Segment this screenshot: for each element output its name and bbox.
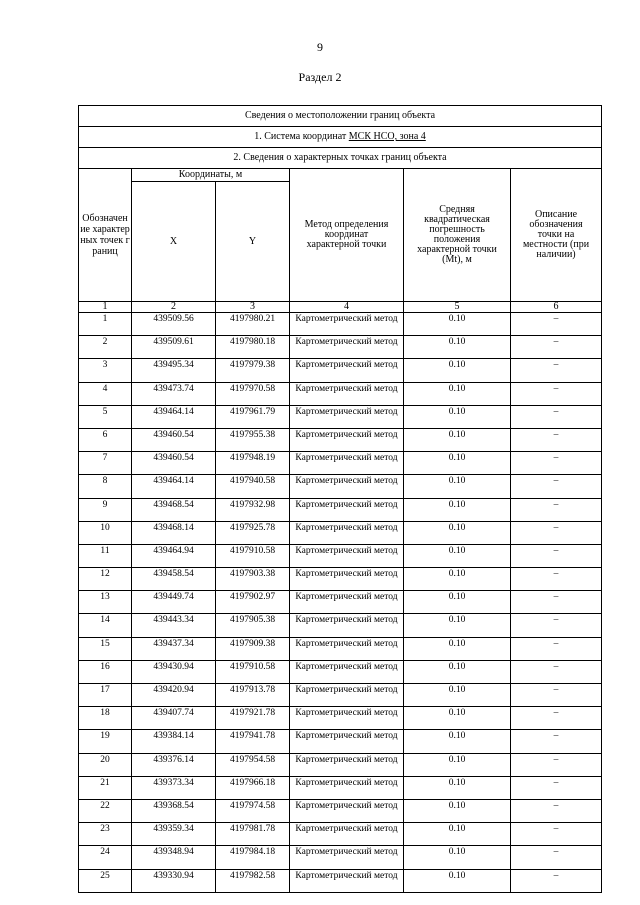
cell-method: Картометрический метод [290,313,404,336]
table-row [79,869,602,892]
cell-x: 439449.74 [132,591,216,614]
header-point-designation-text: Обозначение характерных точек границ [80,213,130,257]
cell-x: 439464.14 [132,475,216,498]
cell-point-number: 5 [79,405,132,428]
cell-method: Картометрический метод [290,544,404,567]
cell-point-number: 12 [79,568,132,591]
cell-description: – [511,475,602,498]
cell-description: – [511,637,602,660]
cell-description: – [511,452,602,475]
cell-y: 4197902.97 [216,591,290,614]
table-row [79,336,602,359]
table-row [79,614,602,637]
coordinate-system-prefix: 1. Система координат [254,131,347,142]
cell-point-number: 13 [79,591,132,614]
cell-y: 4197903.38 [216,568,290,591]
header-point-designation [79,169,132,302]
cell-point-number: 21 [79,776,132,799]
table-row [79,521,602,544]
cell-accuracy: 0.10 [404,428,511,451]
cell-method: Картометрический метод [290,568,404,591]
cell-accuracy: 0.10 [404,776,511,799]
cell-point-number: 20 [79,753,132,776]
cell-x: 439420.94 [132,684,216,707]
cell-method: Картометрический метод [290,382,404,405]
table-row [79,359,602,382]
cell-point-number: 8 [79,475,132,498]
cell-accuracy: 0.10 [404,336,511,359]
cell-point-number: 17 [79,684,132,707]
table-row [79,730,602,753]
cell-x: 439468.14 [132,521,216,544]
cell-description: – [511,405,602,428]
cell-x: 439460.54 [132,452,216,475]
header-coordinates: Координаты, м [132,169,290,182]
cell-x: 439509.61 [132,336,216,359]
table-row [79,498,602,521]
cell-y: 4197921.78 [216,707,290,730]
coordinate-system [79,127,602,148]
cell-accuracy: 0.10 [404,591,511,614]
table-row [79,753,602,776]
column-number: 3 [216,302,290,313]
cell-x: 439464.14 [132,405,216,428]
cell-point-number: 6 [79,428,132,451]
header-accuracy-text: Средняя квадратическая погрешность положения характерной точки (Mt), м [417,204,497,265]
cell-y: 4197961.79 [216,405,290,428]
table-row [79,544,602,567]
cell-accuracy: 0.10 [404,707,511,730]
cell-x: 439437.34 [132,637,216,660]
header-description [511,169,602,302]
cell-description: – [511,707,602,730]
cell-x: 439348.94 [132,846,216,869]
table-row [79,405,602,428]
cell-accuracy: 0.10 [404,823,511,846]
cell-method: Картометрический метод [290,614,404,637]
cell-accuracy: 0.10 [404,684,511,707]
cell-x: 439495.34 [132,359,216,382]
cell-description: – [511,521,602,544]
cell-y: 4197984.18 [216,846,290,869]
cell-description: – [511,614,602,637]
cell-point-number: 3 [79,359,132,382]
cell-accuracy: 0.10 [404,730,511,753]
cell-point-number: 16 [79,660,132,683]
cell-x: 439468.54 [132,498,216,521]
cell-method: Картометрический метод [290,869,404,892]
table-row [79,568,602,591]
table-row [79,660,602,683]
cell-y: 4197941.78 [216,730,290,753]
cell-method: Картометрический метод [290,475,404,498]
cell-x: 439384.14 [132,730,216,753]
cell-method: Картометрический метод [290,336,404,359]
cell-description: – [511,753,602,776]
cell-description: – [511,730,602,753]
cell-x: 439460.54 [132,428,216,451]
cell-description: – [511,846,602,869]
cell-method: Картометрический метод [290,637,404,660]
header-accuracy [404,169,511,302]
cell-method: Картометрический метод [290,405,404,428]
cell-y: 4197982.58 [216,869,290,892]
cell-x: 439330.94 [132,869,216,892]
cell-x: 439376.14 [132,753,216,776]
cell-y: 4197955.38 [216,428,290,451]
cell-description: – [511,684,602,707]
cell-point-number: 2 [79,336,132,359]
cell-y: 4197981.78 [216,823,290,846]
cell-method: Картометрический метод [290,684,404,707]
table-subtitle: 2. Сведения о характерных точках границ объекта [79,148,602,169]
cell-accuracy: 0.10 [404,359,511,382]
cell-x: 439458.54 [132,568,216,591]
cell-y: 4197980.21 [216,313,290,336]
table-row [79,823,602,846]
cell-x: 439407.74 [132,707,216,730]
cell-method: Картометрический метод [290,753,404,776]
cell-point-number: 11 [79,544,132,567]
cell-x: 439373.34 [132,776,216,799]
cell-method: Картометрический метод [290,846,404,869]
cell-method: Картометрический метод [290,707,404,730]
cell-method: Картометрический метод [290,498,404,521]
cell-accuracy: 0.10 [404,544,511,567]
cell-description: – [511,869,602,892]
cell-point-number: 7 [79,452,132,475]
cell-y: 4197974.58 [216,799,290,822]
table-row [79,428,602,451]
cell-accuracy: 0.10 [404,846,511,869]
table-row [79,846,602,869]
cell-point-number: 1 [79,313,132,336]
cell-description: – [511,776,602,799]
table-row [79,637,602,660]
cell-description: – [511,823,602,846]
table-row [79,684,602,707]
column-number: 5 [404,302,511,313]
table-row [79,591,602,614]
cell-y: 4197905.38 [216,614,290,637]
cell-accuracy: 0.10 [404,614,511,637]
cell-accuracy: 0.10 [404,475,511,498]
cell-y: 4197932.98 [216,498,290,521]
cell-description: – [511,359,602,382]
cell-y: 4197925.78 [216,521,290,544]
page-number: 9 [317,40,323,54]
cell-y: 4197909.38 [216,637,290,660]
cell-method: Картометрический метод [290,660,404,683]
header-x: X [132,182,216,302]
cell-y: 4197979.38 [216,359,290,382]
cell-accuracy: 0.10 [404,799,511,822]
table-row [79,475,602,498]
cell-point-number: 23 [79,823,132,846]
cell-description: – [511,498,602,521]
cell-x: 439473.74 [132,382,216,405]
table-title: Сведения о местоположении границ объекта [79,106,602,127]
cell-point-number: 9 [79,498,132,521]
cell-accuracy: 0.10 [404,568,511,591]
cell-accuracy: 0.10 [404,382,511,405]
cell-accuracy: 0.10 [404,452,511,475]
cell-description: – [511,591,602,614]
cell-y: 4197966.18 [216,776,290,799]
cell-accuracy: 0.10 [404,637,511,660]
cell-description: – [511,799,602,822]
table-row [79,382,602,405]
table-row [79,707,602,730]
cell-y: 4197910.58 [216,660,290,683]
cell-accuracy: 0.10 [404,498,511,521]
column-number: 2 [132,302,216,313]
cell-description: – [511,336,602,359]
cell-point-number: 19 [79,730,132,753]
cell-y: 4197970.58 [216,382,290,405]
cell-accuracy: 0.10 [404,521,511,544]
cell-point-number: 22 [79,799,132,822]
cell-y: 4197948.19 [216,452,290,475]
cell-method: Картометрический метод [290,730,404,753]
cell-accuracy: 0.10 [404,660,511,683]
cell-accuracy: 0.10 [404,313,511,336]
column-number: 1 [79,302,132,313]
cell-point-number: 4 [79,382,132,405]
cell-method: Картометрический метод [290,359,404,382]
cell-description: – [511,428,602,451]
coordinate-system-name: МСК НСО, зона 4 [348,131,426,142]
table-row [79,776,602,799]
cell-method: Картометрический метод [290,521,404,544]
cell-method: Картометрический метод [290,591,404,614]
cell-point-number: 14 [79,614,132,637]
table-row [79,799,602,822]
cell-x: 439359.34 [132,823,216,846]
cell-point-number: 18 [79,707,132,730]
cell-y: 4197910.58 [216,544,290,567]
cell-point-number: 25 [79,869,132,892]
table-row [79,452,602,475]
header-method [290,169,404,302]
cell-description: – [511,382,602,405]
cell-accuracy: 0.10 [404,753,511,776]
cell-x: 439509.56 [132,313,216,336]
cell-method: Картометрический метод [290,776,404,799]
cell-description: – [511,313,602,336]
cell-description: – [511,660,602,683]
cell-description: – [511,568,602,591]
column-number: 4 [290,302,404,313]
cell-x: 439430.94 [132,660,216,683]
cell-method: Картометрический метод [290,823,404,846]
cell-x: 439368.54 [132,799,216,822]
cell-y: 4197940.58 [216,475,290,498]
cell-description: – [511,544,602,567]
cell-y: 4197913.78 [216,684,290,707]
cell-point-number: 24 [79,846,132,869]
cell-y: 4197954.58 [216,753,290,776]
header-method-text: Метод определения координат характерной точки [304,219,389,250]
cell-method: Картометрический метод [290,452,404,475]
cell-point-number: 15 [79,637,132,660]
cell-point-number: 10 [79,521,132,544]
header-description-text: Описание обозначения точки на местности (при наличии) [522,209,590,260]
cell-x: 439464.94 [132,544,216,567]
cell-method: Картометрический метод [290,799,404,822]
section-title: Раздел 2 [298,70,342,84]
cell-y: 4197980.18 [216,336,290,359]
cell-accuracy: 0.10 [404,405,511,428]
table-row [79,313,602,336]
cell-method: Картометрический метод [290,428,404,451]
cell-x: 439443.34 [132,614,216,637]
header-y: Y [216,182,290,302]
boundary-points-table [78,105,602,893]
cell-accuracy: 0.10 [404,869,511,892]
column-number: 6 [511,302,602,313]
